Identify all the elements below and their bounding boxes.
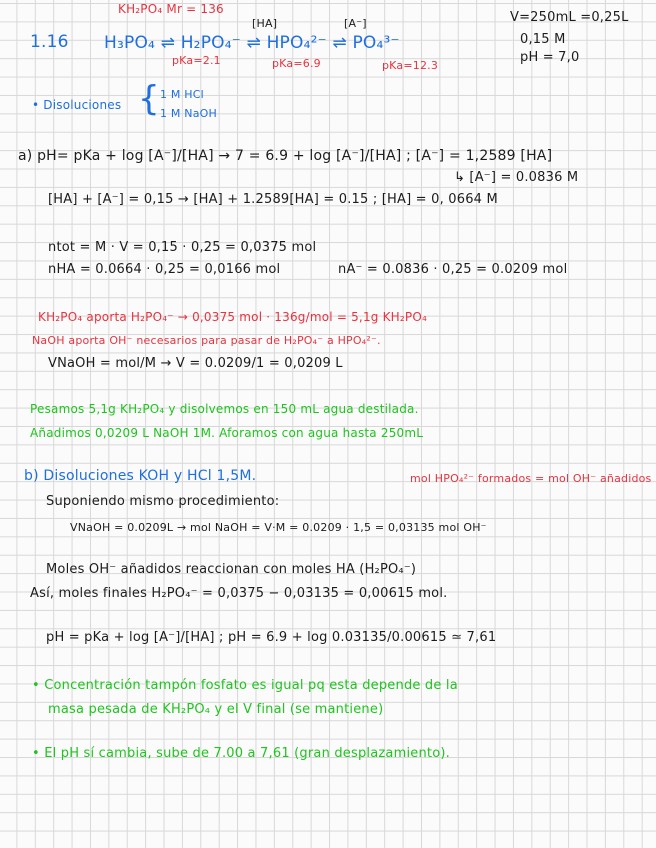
part-a-equation-5a: nHA = 0.0664 · 0,25 = 0,0166 mol [48,262,281,277]
part-b-green-note-1a: • Concentración tampón fosfato es igual pq esta depende de la [32,678,458,693]
species-a-label: [A⁻] [344,17,367,30]
part-a-equation-2: ↳ [A⁻] = 0.0836 M [454,170,579,185]
part-a-equation-5b: nA⁻ = 0.0836 · 0,25 = 0.0209 mol [338,262,568,277]
salt-molar-mass: KH₂PO₄ Mr = 136 [118,2,224,16]
disolucion-hcl: 1 M HCl [160,88,204,101]
part-a-red-note-2: NaOH aporta OH⁻ necesarios para pasar de H₂PO₄⁻ a HPO₄²⁻. [32,334,381,347]
part-a-red-note-1: KH₂PO₄ aporta H₂PO₄⁻ → 0,0375 mol · 136g/mol = 5,1g KH₂PO₄ [38,310,428,324]
part-b-green-note-1b: masa pesada de KH₂PO₄ y el V final (se mantiene) [48,702,384,717]
part-b-line-3: Moles OH⁻ añadidos reaccionan con moles HA (H₂PO₄⁻) [46,562,417,577]
part-b-line-4: Así, moles finales H₂PO₄⁻ = 0,0375 − 0,03135 = 0,00615 mol. [30,586,448,601]
brace-symbol: { [138,79,160,119]
part-a-equation-3: [HA] + [A⁻] = 0,15 → [HA] + 1.2589[HA] = 0.15 ; [HA] = 0, 0664 M [48,192,498,207]
problem-number: 1.16 [30,32,69,52]
pka1-label: pKa=2.1 [172,54,221,67]
part-a-equation-1: a) pH= pKa + log [A⁻]/[HA] → 7 = 6.9 + log [A⁻]/[HA] ; [A⁻] = 1,2589 [HA] [18,148,553,164]
part-b-line-5: pH = pKa + log [A⁻]/[HA] ; pH = 6.9 + log 0.03135/0.00615 ≃ 7,61 [46,630,497,645]
volume-value: V=250mL =0,25L [510,10,629,25]
part-a-green-note-1: Pesamos 5,1g KH₂PO₄ y disolvemos en 150 mL agua destilada. [30,402,419,416]
part-b-green-note-2: • El pH sí cambia, sube de 7.00 a 7,61 (gran desplazamiento). [32,746,450,761]
part-b-line-1: Suponiendo mismo procedimiento: [46,494,280,509]
species-ha-label: [HA] [252,17,278,30]
part-b-line-2: VNaOH = 0.0209L → mol NaOH = V·M = 0.0209 · 1,5 = 0,03135 mol OH⁻ [70,521,487,534]
pka3-label: pKa=12.3 [382,59,439,72]
part-a-equation-6: VNaOH = mol/M → V = 0.0209/1 = 0,0209 L [48,356,343,371]
disoluciones-label: • Disoluciones [32,98,122,112]
pka2-label: pKa=6.9 [272,57,321,70]
part-b-title: b) Disoluciones KOH y HCl 1,5M. [24,468,257,484]
part-a-green-note-2: Añadimos 0,0209 L NaOH 1M. Aforamos con agua hasta 250mL [30,426,424,440]
concentration-value: 0,15 M [520,32,566,47]
disolucion-naoh: 1 M NaOH [160,107,217,120]
ph-value: pH = 7,0 [520,50,580,65]
part-a-equation-4: ntot = M · V = 0,15 · 0,25 = 0,0375 mol [48,240,317,255]
part-b-red-note: mol HPO₄²⁻ formados = mol OH⁻ añadidos [410,472,652,485]
equilibrium-equation: H₃PO₄ ⇌ H₂PO₄⁻ ⇌ HPO₄²⁻ ⇌ PO₄³⁻ [104,33,400,53]
